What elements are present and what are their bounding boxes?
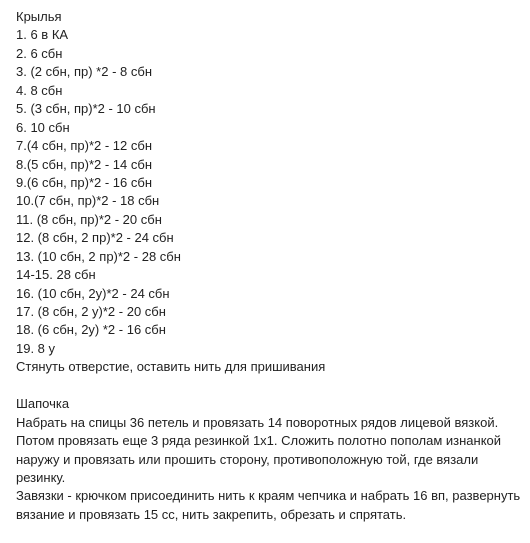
section-title-hat: Шапочка	[16, 396, 70, 412]
wings-row: 11. (8 сбн, пр)*2 - 20 сбн	[16, 211, 162, 227]
wings-row: 5. (3 сбн, пр)*2 - 10 сбн	[16, 101, 156, 117]
wings-row: 13. (10 сбн, 2 пр)*2 - 28 сбн	[16, 248, 181, 264]
wings-row: 6. 10 сбн	[16, 119, 70, 135]
wings-row: 2. 6 сбн	[16, 45, 63, 61]
wings-row: 16. (10 сбн, 2у)*2 - 24 сбн	[16, 285, 170, 301]
wings-row: 7.(4 сбн, пр)*2 - 12 сбн	[16, 138, 152, 154]
wings-row: 12. (8 сбн, 2 пр)*2 - 24 сбн	[16, 230, 174, 246]
wings-row-list	[16, 26, 522, 358]
hat-instruction-paragraph: Набрать на спицы 36 петель и провязать 14 поворотных рядов лицевой вязкой. Потом провязать еще 3 ряда резинкой 1х1. Сложить полотно пополам изнанкой наружу и провязать или прошить сторону, противоположную той, где вязали резинку.	[16, 414, 502, 485]
document-body	[16, 8, 522, 524]
wings-row: 17. (8 сбн, 2 у)*2 - 20 сбн	[16, 304, 166, 319]
wings-row: 3. (2 сбн, пр) *2 - 8 сбн	[16, 64, 152, 80]
wings-row: 18. (6 сбн, 2у) *2 - 16 сбн	[16, 322, 166, 338]
wings-row: 8.(5 сбн, пр)*2 - 14 сбн	[16, 156, 152, 172]
wings-row: 10.(7 сбн, пр)*2 - 18 сбн	[16, 193, 160, 209]
wings-row: 14-15. 28 сбн	[16, 267, 96, 283]
wings-row: 1. 6 в КА	[16, 27, 69, 43]
wings-row: 9.(6 сбн, пр)*2 - 16 сбн	[16, 174, 152, 190]
hat-ties-paragraph: Завязки - крючком присоединить нить к краям чепчика и набрать 16 вп, развернуть вязание и провязать 15 сс, нить закрепить, обрезать и спрятать.	[16, 488, 521, 522]
blank-line	[16, 377, 522, 395]
wings-finish-instruction: Стянуть отверстие, оставить нить для пришивания	[16, 359, 326, 375]
section-title-wings: Крылья	[16, 9, 62, 24]
wings-row: 4. 8 сбн	[16, 82, 63, 98]
wings-row: 19. 8 у	[16, 340, 56, 356]
